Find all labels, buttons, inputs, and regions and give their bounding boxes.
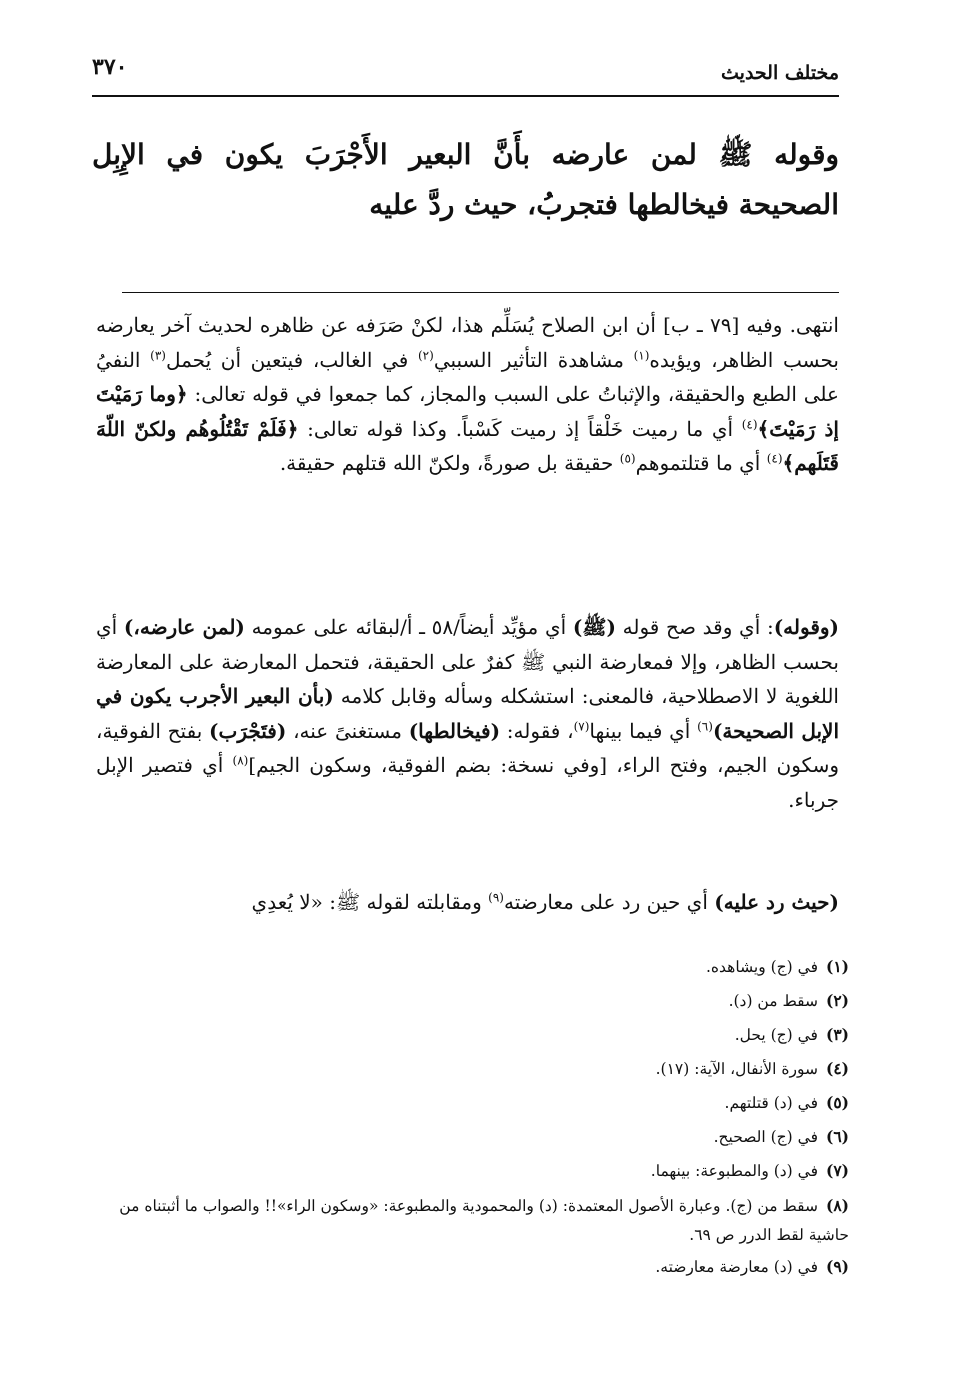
text: ومقابلته لقوله ﷺ: «لا يُعدِي [251,890,489,914]
footnote-ref: (١) [633,347,650,362]
footnotes [92,950,849,1284]
matn-text: وقوله ﷺ لمن عارضه بأَنَّ البعير الأَجْرَبَ يكون في الإِبِل الصحيحة فيخالطها فتجربُ، حيث ردَّ عليه [92,138,839,221]
text: أي فتصير الإبل جرباء. [96,753,839,812]
text: أي ما رميت خَلْقاً إذ رميت كَسْباً. وكذا قوله تعالى: [298,416,742,441]
footnote-ref: (٨) [232,753,249,768]
lemma: (ﷺ) [572,615,616,639]
footnote-text: سقط من (ج). وعبارة الأصول المعتمدة: (د) والمحمودية والمطبوعة: «وسكون الراء»!! والصواب ما أثبتناه من حاشية لقط الدرر ص ٦٩. [119,1197,849,1244]
page-header [92,50,839,96]
footnote-ref: (٤) [741,416,758,431]
lemma: (حيث رد عليه) [714,890,839,914]
header-divider [92,95,839,97]
text: النفيُ على الطبع والحقيقة، والإثباتُ على السبب والمجاز، كما جمعوا في قوله تعالى: [96,347,839,406]
footnote [92,984,849,1018]
text: أي ما قتلتموهم [635,451,767,475]
running-title: مختلف الحديث [721,62,839,84]
footnote-number: (٤) [825,1059,849,1078]
text: ، فقوله: [500,718,574,743]
footnote-text: في (د) معارضة معارضته. [655,1258,818,1276]
quran-quote: ﴿وما رَمَيْتَ إذ رَمَيْتَ﴾ [96,382,839,441]
quran-quote: ﴿فَلَمْ تَقْتُلُوهُم ولكنّ اللّهَ قَتَلَهم﴾ [96,416,839,475]
footnote-text: في (د) والمطبوعة: بينهما. [650,1162,818,1180]
text: أي مؤيِّد أيضاً/٥٨ ـ أ/لبقائه على عمومه [244,615,573,639]
text: أي فيما بينها [589,718,698,743]
text: مستغنىً عنه، [286,718,409,743]
footnote [92,1018,849,1052]
text: : أي وقد صح قوله [615,615,774,639]
footnote-number: (٩) [825,1257,849,1276]
footnote-number: (٣) [825,1025,849,1044]
footnote-ref: (٢) [417,347,434,362]
footnote-text: في (ج) ويشاهده. [705,958,818,976]
footnote-number: (٦) [825,1127,849,1146]
footnote-number: (١) [825,957,849,976]
page-number: ٣٧٠ [92,54,128,80]
lemma: (فيخالطها) [408,718,501,743]
footnote-ref: (٣) [150,347,166,362]
text: بفتح الفوقية، وسكون الجيم، وفتح الراء، [وفي نسخة: بضم الفوقية، وسكون الجيم] [96,718,839,777]
text: حقيقة بل صورةً، ولكنّ الله قتلهم حقيقة. [279,451,620,475]
footnote-ref: (٤) [766,451,783,466]
footnote-text: في (د) قتلتهم. [724,1094,818,1112]
footnote [92,1120,849,1154]
lemma: (وقوله) [773,615,840,639]
footnote-text: في (ج) الصحيح. [713,1128,818,1146]
text: مشاهدة التأثير السببي [433,347,634,372]
footnote-text: في (ج) يحل. [734,1026,818,1044]
text: أي بحسب الظاهر، وإلا فمعارضة النبي ﷺ كفرٌ على الحقيقة، فتحمل المعارضة على المعارضة اللغوية لا الاصطلاحية، فالمعنى: استشكله وسأله وقابل كلامه [96,615,839,708]
commentary-paragraph-1 [96,308,839,481]
footnote-number: (٨) [825,1196,849,1215]
footnote-text: سورة الأنفال، الآية: (١٧). [655,1060,818,1078]
lemma: (فتَجْرَب) [209,718,287,743]
footnote-ref: (٧) [573,718,590,733]
footnote [92,1052,849,1086]
footnote-number: (٥) [825,1093,849,1112]
commentary-paragraph-2 [96,610,839,817]
commentary-paragraph-3 [96,885,839,920]
text: في الغالب، فيتعين أن يُحمل [165,347,418,372]
footnote [92,1250,849,1284]
footnote-number: (٢) [825,991,849,1010]
commentary-divider [122,292,839,293]
text: انتهى. وفيه [٧٩ ـ ب] أن ابن الصلاح يُسَلِّم هذا، لكنْ صَرَفه عن ظاهره لحديث آخر يعارضه بحسب الظاهر، ويؤيده [96,313,839,372]
footnote [92,950,849,984]
footnote-ref: (٩) [488,890,504,905]
footnote-number: (٧) [825,1161,849,1180]
footnote-text: سقط من (د). [728,992,818,1010]
footnote [92,1086,849,1120]
footnote-ref: (٦) [697,718,713,733]
footnote [92,1188,849,1250]
lemma: (بأن البعير الأجرب يكون في الإبل الصحيحة) [96,684,840,743]
text: أي حين رد على معارضته [503,890,715,914]
lemma: (لمن عارضه،) [123,615,245,639]
footnote-ref: (٥) [619,451,636,466]
footnote [92,1154,849,1188]
